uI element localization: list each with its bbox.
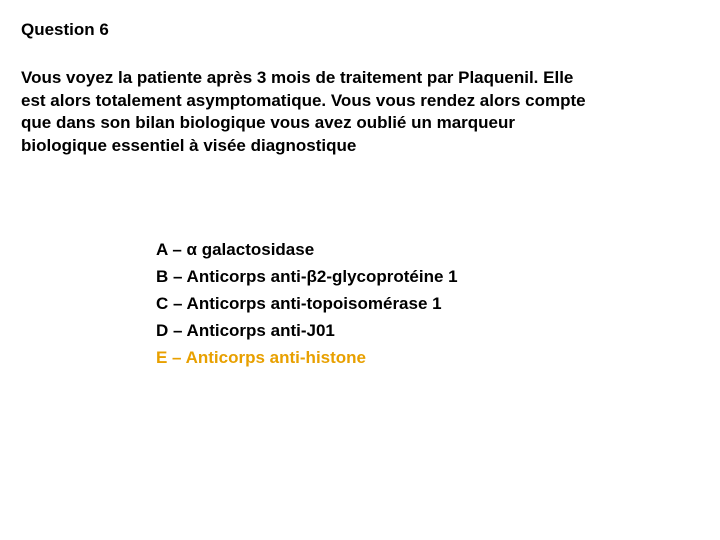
- question-title: Question 6: [21, 20, 109, 39]
- answer-option-c: C – Anticorps anti-topoisomérase 1: [156, 294, 442, 313]
- answer-option-e: E – Anticorps anti-histone: [156, 348, 367, 367]
- question-line: est alors totalement asymptomatique. Vous vous rendez alors compte: [21, 90, 586, 110]
- answer-option-a: A – α galactosidase: [156, 240, 315, 259]
- question-line: Vous voyez la patiente après 3 mois de traitement par Plaquenil. Elle: [21, 68, 574, 87]
- answer-options-list: [156, 236, 458, 371]
- question-text: [21, 67, 711, 157]
- question-line: que dans son bilan biologique vous avez oublié un marqueur: [21, 113, 516, 132]
- answer-option-d: D – Anticorps anti-J01: [156, 321, 335, 340]
- answer-option-b: B – Anticorps anti-β2-glycoprotéine 1: [156, 267, 458, 286]
- question-line: biologique essentiel à visée diagnostique: [21, 135, 357, 155]
